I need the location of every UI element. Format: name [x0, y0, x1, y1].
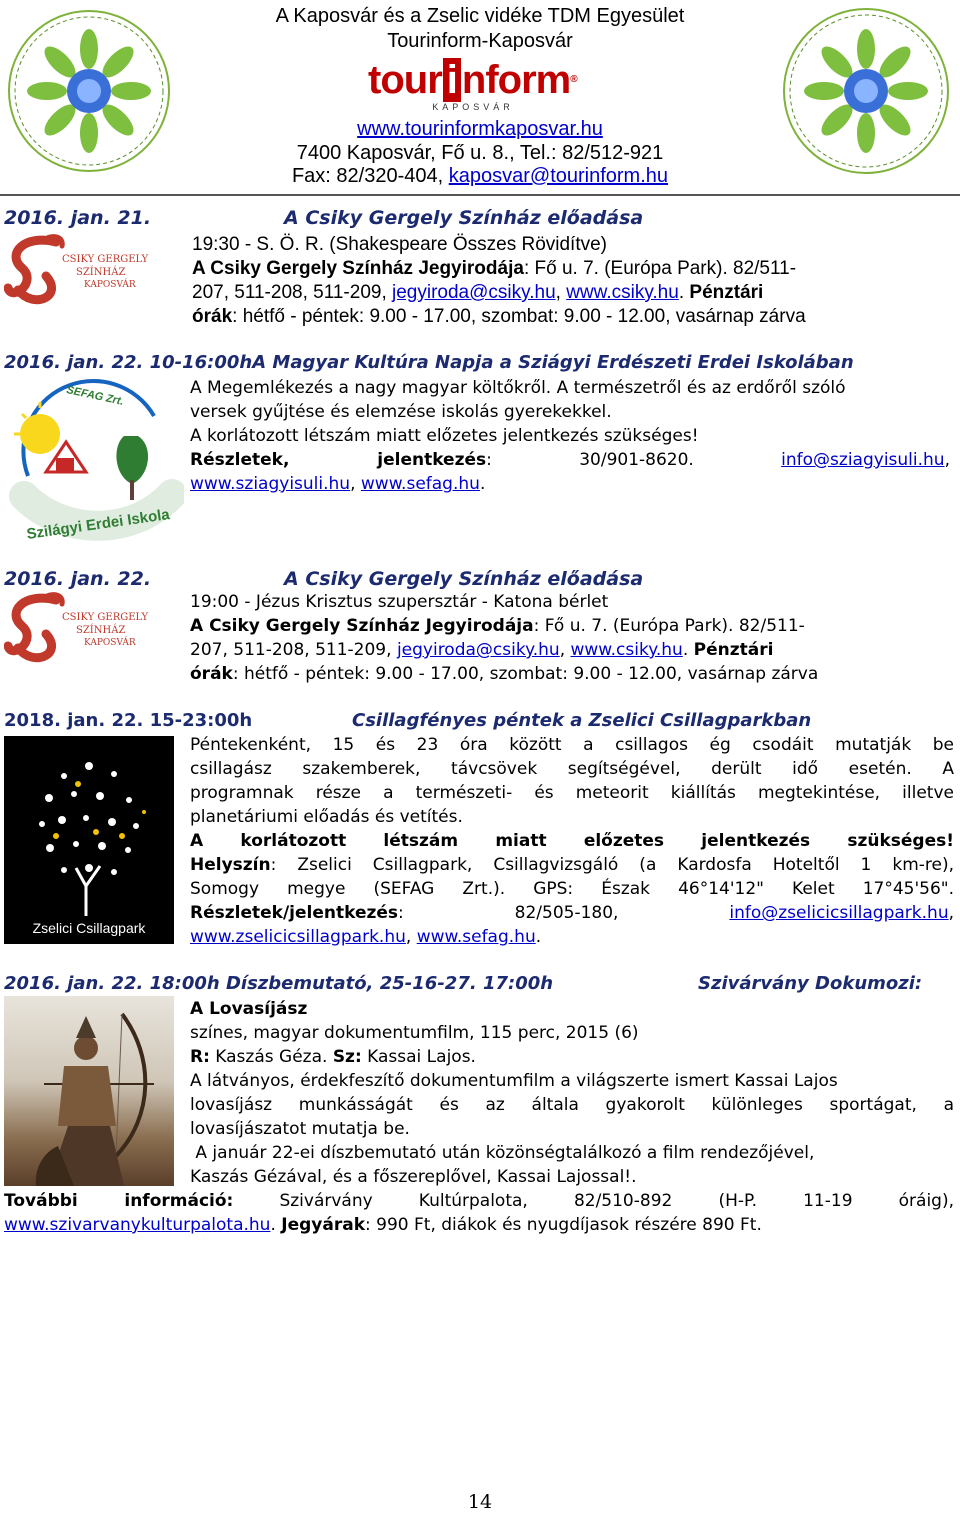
event1-hours: : hétfő - péntek: 9.00 - 17.00, szombat: 9.00 - 12.00, vasárnap zárva	[232, 306, 806, 327]
event5-director-label: R:	[190, 1047, 210, 1067]
event2-phone: : 30/901-8620.	[486, 450, 782, 470]
event4-limited: A korlátozott létszám miatt előzetes jelentkezés szükséges!	[190, 831, 954, 851]
event3-hours: : hétfő - péntek: 9.00 - 17.00, szombat: 9.00 - 12.00, vasárnap zárva	[232, 664, 819, 684]
event3-date: 2016. jan. 22.	[4, 568, 152, 590]
org-name: A Kaposvár és a Zselic vidéke TDM Egyesület	[275, 5, 685, 27]
tourinform-website-link[interactable]: www.tourinformkaposvar.hu	[357, 118, 603, 140]
event4-date-time: 2018. jan. 22. 15-23:00h	[4, 710, 253, 731]
event4-venue: : Zselici Csillagpark, Csillagvizsgáló (a Kardosfa Hoteltől 1 km-re),	[270, 855, 954, 875]
event5-film-title: A Lovasíjász	[190, 999, 308, 1019]
event4-web-link-2[interactable]: www.sefag.hu	[416, 927, 536, 947]
tourinform-logo: tour i nform® KAPOSVÁR	[368, 58, 577, 112]
event2-line3: A korlátozott létszám miatt előzetes jelentkezés szükséges!	[190, 426, 699, 446]
event1-date: 2016. jan. 21.	[4, 207, 152, 229]
event4-venue2: Somogy megye (SEFAG Zrt.). GPS: Észak 46°14'12" Kelet 17°45'56".	[190, 879, 954, 899]
event2-date-time: 2016. jan. 22. 10-16:00h	[4, 352, 253, 373]
event5-screenplay: Kassai Lajos.	[361, 1047, 476, 1067]
event2-title: A Magyar Kultúra Napja a Sziágyi Erdészeti Erdei Iskolában	[252, 352, 854, 373]
fax-label: Fax: 82/320-404,	[291, 165, 449, 187]
event1-ticket-office: A Csiky Gergely Színház Jegyirodája	[192, 258, 524, 279]
event5-heading-left: 2016. jan. 22. 18:00h Díszbemutató, 25-16-27. 17:00h	[4, 973, 554, 994]
event2-details-label: Részletek, jelentkezés	[190, 450, 487, 470]
event1-web-link[interactable]: www.csiky.hu	[566, 282, 679, 303]
event1-address: : Fő u. 7. (Európa Park). 82/511-	[523, 258, 797, 279]
office-name: Tourinform-Kaposvár	[387, 30, 573, 52]
event1-line1: 19:30 - S. Ö. R. (Shakespeare Összes Rövidítve)	[192, 234, 608, 255]
event3-hours-label: Pénztári	[693, 640, 774, 660]
theatre-logo-line1: CSIKY GERGELY	[62, 254, 149, 265]
event3-hours-label2: órák	[190, 664, 233, 684]
logo-tour: tour	[368, 58, 442, 102]
event5-desc-4: A január 22-ei díszbemutató után közönségtalálkozó a film rendezőjével,	[190, 1143, 815, 1163]
event1-email-link[interactable]: jegyiroda@csiky.hu	[392, 282, 556, 303]
event5-desc-5: Kaszás Gézával, és a főszereplővel, Kassai Lajossal!.	[190, 1167, 637, 1187]
event5-desc-3: lovasíjászatot mutatja be.	[190, 1119, 410, 1139]
emblem-right	[776, 4, 956, 179]
zselic-logo-label: Zselici Csillagpark	[32, 920, 146, 936]
event4-p3: programnak része a természeti- és meteorit kiállítás megtekintése, illetve	[190, 783, 954, 803]
event5-price: : 990 Ft, diákok és nyugdíjasok részére 890 Ft.	[365, 1215, 762, 1235]
event4-p1: Péntekenként, 15 és 23 óra között a csillagos ég csodáit mutatják be	[190, 735, 954, 755]
sefag-logo-top: SEFAG Zrt.	[65, 384, 125, 408]
event1-hours-label2: órák	[192, 306, 233, 327]
zselic-logo	[4, 736, 174, 944]
theatre-logo-line1: CSIKY GERGELY	[62, 612, 149, 623]
event2-email-link[interactable]: info@sziagyisuli.hu	[781, 450, 945, 470]
theatre-logo-line3: KAPOSVÁR	[84, 280, 136, 290]
event2-web-link-1[interactable]: www.sziagyisuli.hu	[190, 474, 351, 494]
event3-email-link[interactable]: jegyiroda@csiky.hu	[396, 640, 560, 660]
theatre-logo-line3: KAPOSVÁR	[84, 638, 136, 648]
event5-film-info: színes, magyar dokumentumfilm, 115 perc, 2015 (6)	[190, 1023, 639, 1043]
event2-web-link-2[interactable]: www.sefag.hu	[360, 474, 480, 494]
event1-title: A Csiky Gergely Színház előadása	[284, 207, 644, 229]
horse-archer-icon	[4, 996, 174, 1186]
event4-phone: : 82/505-180,	[398, 903, 730, 923]
event4-web-link-1[interactable]: www.zselicicsillagpark.hu	[190, 927, 406, 947]
sefag-logo	[4, 376, 184, 554]
event4-email-link[interactable]: info@zselicicsillagpark.hu	[729, 903, 949, 923]
event4-p2: csillagász szakemberek, távcsövek segítségével, derült idő esetén. A	[190, 759, 954, 779]
emblem-left	[4, 4, 174, 179]
csiky-logo-2	[4, 590, 179, 670]
starry-tree-icon	[4, 736, 174, 944]
logo-i: i	[443, 58, 461, 102]
event3-line1: 19:00 - Jézus Krisztus szupersztár - Katona bérlet	[190, 592, 609, 612]
event5-price-label: Jegyárak	[281, 1215, 366, 1235]
event4-p4: planetáriumi előadás és vetítés.	[190, 807, 463, 827]
event3-title: A Csiky Gergely Színház előadása	[284, 568, 644, 590]
page-number: 14	[467, 1491, 493, 1513]
event5-desc-2: lovasíjász munkásságát és az általa gyakorolt különleges sportágat, a	[190, 1095, 954, 1115]
address-line: 7400 Kaposvár, Fő u. 8., Tel.: 82/512-921	[296, 142, 664, 164]
csiky-logo	[4, 232, 179, 312]
sefag-logo-arc: Szilágyi Erdei Iskola	[25, 506, 171, 543]
event3-phones: 207, 511-208, 511-209,	[190, 640, 397, 660]
event3-web-link[interactable]: www.csiky.hu	[570, 640, 683, 660]
theatre-logo-line2: SZÍNHÁZ	[76, 625, 126, 636]
event5-more: Szivárvány Kultúrpalota, 82/510-892 (H-P. 11-19 óráig),	[233, 1191, 954, 1211]
event1-hours-label: Pénztári	[689, 282, 764, 303]
event2-line1: A Megemlékezés a nagy magyar költőkről. A természetről és az erdőről szóló	[190, 378, 846, 398]
event3-address: : Fő u. 7. (Európa Park). 82/511-	[533, 616, 805, 636]
tourinform-email-link[interactable]: kaposvar@tourinform.hu	[448, 165, 669, 187]
event5-web-link[interactable]: www.szivarvanykulturpalota.hu	[4, 1215, 271, 1235]
logo-sub: KAPOSVÁR	[432, 102, 514, 112]
event5-desc-1: A látványos, érdekfeszítő dokumentumfilm a világszerte ismert Kassai Lajos	[190, 1071, 838, 1091]
event4-venue-label: Helyszín	[190, 855, 271, 875]
event2-line2: versek gyűjtése és elemzése iskolás gyerekekkel.	[190, 402, 612, 422]
event4-details-label: Részletek/jelentkezés	[190, 903, 399, 923]
tdm-emblem-icon	[776, 4, 956, 179]
logo-nform: nform	[461, 58, 571, 102]
event4-title: Csillagfényes péntek a Zselici Csillagparkban	[352, 710, 812, 731]
event5-heading-right: Szivárvány Dokumozi:	[698, 973, 923, 994]
theatre-logo-line2: SZÍNHÁZ	[76, 267, 126, 278]
horse-archer-photo	[4, 996, 174, 1186]
tdm-emblem-icon	[4, 4, 174, 179]
header-divider	[0, 194, 960, 196]
event5-director: Kaszás Géza.	[209, 1047, 333, 1067]
event5-screenplay-label: Sz:	[332, 1047, 362, 1067]
event5-more-label: További információ:	[4, 1191, 234, 1211]
event1-phones: 207, 511-208, 511-209,	[192, 282, 393, 303]
event3-ticket-office: A Csiky Gergely Színház Jegyirodája	[190, 616, 534, 636]
